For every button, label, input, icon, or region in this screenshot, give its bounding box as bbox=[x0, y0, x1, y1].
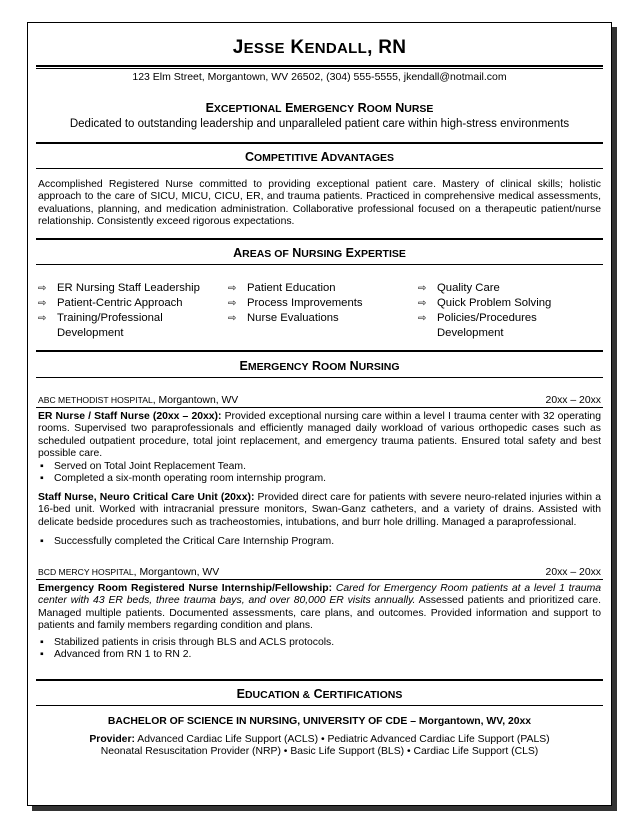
expertise-item: ⇨ Process Improvements bbox=[228, 297, 363, 309]
expertise-item: ⇨ Patient-Centric Approach bbox=[38, 297, 183, 309]
list-item: ▪ Served on Total Joint Replacement Team. bbox=[40, 461, 246, 472]
section-divider bbox=[36, 350, 603, 352]
employment-dates: 20xx – 20xx bbox=[545, 567, 601, 578]
job-divider bbox=[36, 579, 603, 580]
bullet-icon: ▪ bbox=[40, 637, 44, 648]
role-title: Emergency Room Registered Nurse Internship/Fellowship: bbox=[38, 583, 333, 594]
advantages-summary: Accomplished Registered Nurse committed to providing exceptional patient care. Mastery of clinical skills; holistic approach to the care of SICU, MICU, CICU, ER, and trauma patients. Practiced in comprehensive medical assessments, evaluations, planning, and medication administration. Collaborative professional focused on a therapeutic patient/nurse relationship. Consistently exceed rigorous expectations. bbox=[38, 179, 601, 228]
role-achievements bbox=[38, 536, 601, 548]
professional-headline: EXCEPTIONAL EMERGENCY ROOM NURSE bbox=[205, 101, 434, 115]
header-divider-thin bbox=[36, 68, 603, 69]
employment-dates: 20xx – 20xx bbox=[545, 395, 601, 406]
expertise-item: ⇨ Policies/Procedures Development bbox=[418, 312, 537, 339]
certifications-line-2: Neonatal Resuscitation Provider (NRP) • Basic Life Support (BLS) • Cardiac Life Support (CLS) bbox=[100, 746, 539, 757]
list-item: ▪ Advanced from RN 1 to RN 2. bbox=[40, 649, 192, 661]
job-header-bcd: BCD MERCY HOSPITAL, Morgantown, WV 20xx – 20xx bbox=[38, 567, 601, 578]
arrow-icon: ⇨ bbox=[228, 283, 237, 294]
arrow-icon: ⇨ bbox=[38, 298, 47, 309]
expertise-column-3 bbox=[418, 281, 603, 341]
role-description: Emergency Room Registered Nurse Internship/Fellowship: Cared for Emergency Room patients at a level 1 trauma center with 43 ER beds, three trauma bays, and over 80,000 ER visits annually. Assessed patients and prioritized care. Managed multiple patients. Documented assessments, care plans, and outcomes. Provided information and support to patients and family members regarding condition and plans. bbox=[38, 583, 601, 632]
list-item: ▪ Completed a six-month operating room internship program. bbox=[40, 473, 327, 485]
section-title-education: EDUCATION & CERTIFICATIONS bbox=[236, 687, 403, 701]
bullet-icon: ▪ bbox=[40, 473, 44, 485]
section-divider-thin bbox=[36, 705, 603, 706]
section-divider-thin bbox=[36, 168, 603, 169]
arrow-icon: ⇨ bbox=[418, 283, 427, 294]
role-achievements bbox=[38, 461, 601, 486]
job-header-abc: ABC METHODIST HOSPITAL, Morgantown, WV 20xx – 20xx bbox=[38, 395, 601, 406]
arrow-icon: ⇨ bbox=[228, 298, 237, 309]
degree-line: BACHELOR OF SCIENCE IN NURSING, UNIVERSITY OF CDE – Morgantown, WV, 20xx bbox=[107, 716, 532, 727]
expertise-column-2 bbox=[228, 281, 413, 326]
section-title-expertise: AREAS OF NURSING EXPERTISE bbox=[233, 246, 406, 260]
section-divider bbox=[36, 679, 603, 681]
resume-page bbox=[27, 22, 612, 806]
section-title-experience: EMERGENCY ROOM NURSING bbox=[239, 359, 400, 373]
arrow-icon: ⇨ bbox=[418, 313, 427, 324]
bullet-icon: ▪ bbox=[40, 461, 44, 472]
list-item: ▪ Stabilized patients in crisis through BLS and ACLS protocols. bbox=[40, 637, 335, 648]
expertise-item: ⇨ Quick Problem Solving bbox=[418, 297, 552, 309]
job-divider bbox=[36, 407, 603, 408]
section-divider-thin bbox=[36, 377, 603, 378]
role-description: ER Nurse / Staff Nurse (20xx – 20xx): Provided exceptional nursing care within a level I trauma center with 32 operating rooms. Supervised two paraprofessionals and efficiently managed daily workload of various orthopedic cases such as scheduled outpatient procedure, total joint replacement, and emergency trauma patients. Ensured total safety and best possible care. bbox=[38, 411, 601, 460]
header-divider bbox=[36, 65, 603, 67]
expertise-column-1 bbox=[38, 281, 223, 341]
arrow-icon: ⇨ bbox=[38, 313, 47, 324]
arrow-icon: ⇨ bbox=[418, 298, 427, 309]
role-title: Staff Nurse, Neuro Critical Care Unit (20xx): bbox=[38, 492, 255, 503]
role-title: ER Nurse / Staff Nurse (20xx – 20xx): bbox=[38, 411, 222, 422]
section-divider bbox=[36, 238, 603, 240]
list-item: ▪ Successfully completed the Critical Care Internship Program. bbox=[40, 536, 335, 547]
expertise-item: ⇨ Training/Professional Development bbox=[38, 312, 163, 339]
contact-line: 123 Elm Street, Morgantown, WV 26502, (304) 555-5555, jkendall@notmail.com bbox=[132, 71, 507, 83]
employer-name: ABC METHODIST HOSPITAL bbox=[38, 395, 153, 405]
section-title-advantages: COMPETITIVE ADVANTAGES bbox=[244, 150, 395, 164]
role-achievements bbox=[38, 637, 601, 662]
expertise-item: ⇨ ER Nursing Staff Leadership bbox=[38, 282, 200, 294]
arrow-icon: ⇨ bbox=[38, 283, 47, 294]
bullet-icon: ▪ bbox=[40, 536, 44, 547]
candidate-name: JESSE KENDALL, RN bbox=[232, 37, 407, 58]
arrow-icon: ⇨ bbox=[228, 313, 237, 324]
bullet-icon: ▪ bbox=[40, 649, 44, 661]
section-divider-thin bbox=[36, 264, 603, 265]
expertise-grid bbox=[38, 281, 603, 343]
section-divider bbox=[36, 142, 603, 144]
certifications-line-1: Provider: Advanced Cardiac Life Support (ACLS) • Pediatric Advanced Cardiac Life Support (PALS) bbox=[89, 734, 550, 745]
role-description: Staff Nurse, Neuro Critical Care Unit (20xx): Provided direct care for patients with severe neuro-related injuries within a 16-bed unit. Worked with intracranial pressure monitors, Swan-Ganz catheters, and a variety of drains. Assisted with delicate bedside procedures such as tracheostomies, intubations, and burr hole drilling. Managed a paraprofessional. bbox=[38, 492, 601, 528]
expertise-item: ⇨ Patient Education bbox=[228, 282, 336, 294]
headline-tagline: Dedicated to outstanding leadership and unparalleled patient care within high-stress environments bbox=[69, 118, 570, 130]
expertise-item: ⇨ Quality Care bbox=[418, 282, 500, 294]
employer-name: BCD MERCY HOSPITAL bbox=[38, 567, 134, 577]
expertise-item: ⇨ Nurse Evaluations bbox=[228, 312, 339, 324]
